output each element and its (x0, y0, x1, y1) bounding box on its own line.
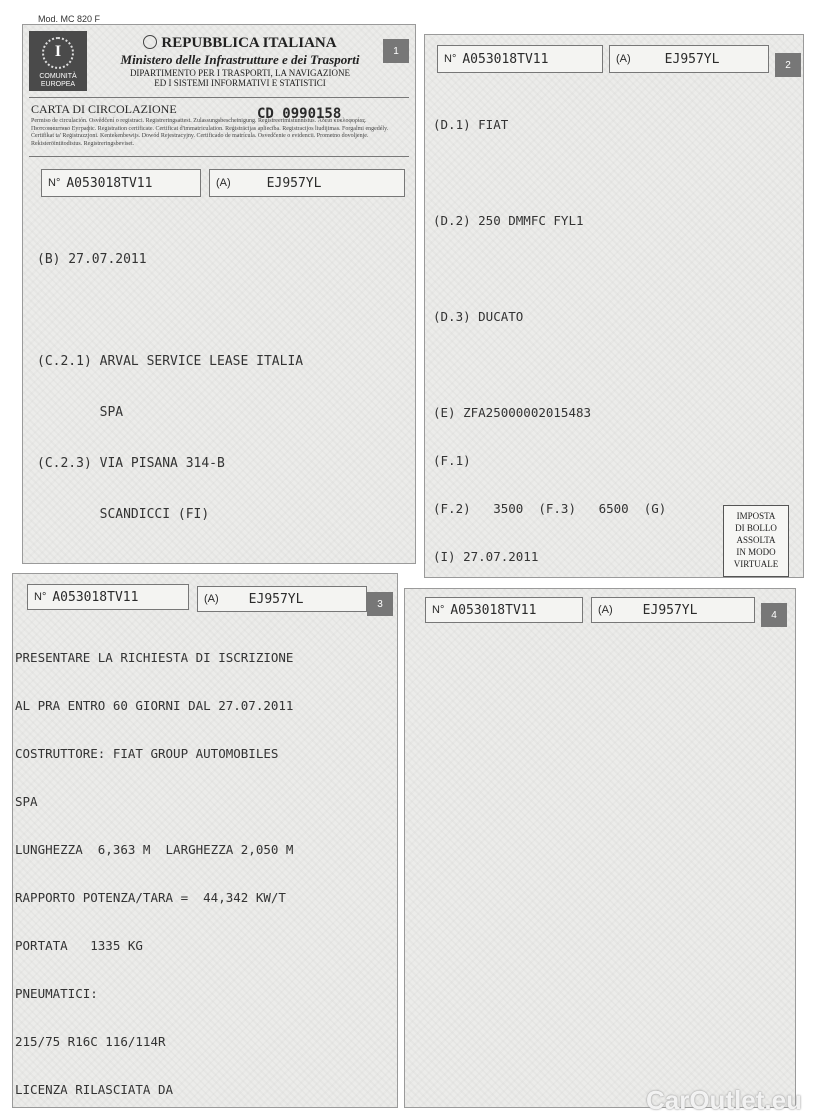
doc-number: A053018TV11 (450, 602, 537, 618)
field-line: (D.3) DUCATO (433, 309, 524, 324)
field-line: (F.1) (433, 453, 471, 468)
carta-number: CD 0990158 (257, 106, 342, 122)
field-line (433, 261, 704, 277)
page-4 (404, 588, 796, 1108)
site-watermark: CarOutlet.eu (645, 1085, 802, 1115)
country-letter: I (54, 43, 62, 60)
a-label: (A) (616, 53, 631, 65)
note-line: COSTRUTTORE: FIAT GROUP AUTOMOBILES (15, 746, 279, 761)
field-line: (E) ZFA25000002015483 (433, 405, 592, 420)
doc-number-box (41, 169, 201, 197)
page1-fields (37, 217, 303, 557)
carta-title: CARTA DI CIRCOLAZIONE (31, 102, 177, 116)
note-line: LICENZA RILASCIATA DA (15, 1082, 174, 1097)
n-prefix: N° (48, 177, 61, 189)
carta-section (29, 97, 409, 157)
eu-flag-logo (29, 31, 87, 91)
department-line: ED I SISTEMI INFORMATIVI E STATISTICI (154, 78, 326, 88)
page-number-badge: 2 (775, 53, 801, 77)
issuer-header (91, 31, 389, 97)
plate-box (609, 45, 769, 73)
doc-number: A053018TV11 (462, 51, 549, 67)
doc-number-box (437, 45, 603, 73)
page-number-badge: 1 (383, 39, 409, 63)
note-line: PORTATA 1335 KG (15, 938, 143, 953)
bollo-line: IMPOSTA (736, 511, 776, 521)
plate-number: EJ957YL (642, 602, 698, 618)
plate-box (591, 597, 755, 623)
field-line: (D.2) 250 DMMFC FYL1 (433, 213, 584, 228)
field-line: (F.2) 3500 (F.3) 6500 (G) (433, 501, 667, 516)
ministry-name: Ministero delle Infrastrutture e dei Trasporti (120, 52, 360, 67)
plate-number: EJ957YL (248, 591, 304, 607)
note-line: RAPPORTO POTENZA/TARA = 44,342 KW/T (15, 890, 286, 905)
page-3 (12, 573, 398, 1108)
department-line: DIPARTIMENTO PER I TRASPORTI, LA NAVIGAZIONE (129, 68, 351, 78)
note-line: PNEUMATICI: (15, 986, 98, 1001)
field-line (433, 165, 704, 181)
page-1 (22, 24, 416, 564)
plate-number: EJ957YL (266, 175, 322, 191)
doc-number-box (27, 584, 189, 610)
a-label: (A) (204, 593, 219, 605)
field-line: (B) 27.07.2011 (37, 252, 147, 267)
field-line (37, 302, 303, 319)
bollo-line: DI BOLLO (735, 523, 777, 533)
page-number-badge: 4 (761, 603, 787, 627)
a-label: (A) (216, 177, 231, 189)
bollo-line: VIRTUALE (733, 559, 779, 569)
eu-caption-line: COMUNITÀ (39, 73, 77, 80)
note-line: SPA (15, 794, 38, 809)
n-prefix: N° (34, 591, 47, 603)
bollo-line: ASSOLTA (736, 535, 776, 545)
n-prefix: N° (444, 53, 457, 65)
doc-number-box (425, 597, 583, 623)
field-line: (I) 27.07.2011 (433, 549, 539, 564)
field-line: SPA (37, 405, 124, 420)
plate-number: EJ957YL (664, 51, 720, 67)
plate-box (197, 586, 367, 612)
field-line: SCANDICCI (FI) (37, 507, 210, 522)
n-prefix: N° (432, 604, 445, 616)
eu-caption-line: EUROPEA (40, 81, 76, 88)
a-label: (A) (598, 604, 613, 616)
plate-box (209, 169, 405, 197)
page3-notes (15, 618, 293, 1108)
form-model-label: Mod. MC 820 F (38, 14, 101, 24)
field-line: (C.2.1) ARVAL SERVICE LEASE ITALIA (37, 354, 304, 369)
stamp-duty-box (723, 505, 789, 577)
field-line (433, 357, 704, 373)
note-line: PRESENTARE LA RICHIESTA DI ISCRIZIONE (15, 650, 294, 665)
doc-number: A053018TV11 (52, 589, 139, 605)
page2-fields (433, 85, 704, 578)
note-line: LUNGHEZZA 6,363 M LARGHEZZA 2,050 M (15, 842, 294, 857)
note-line: AL PRA ENTRO 60 GIORNI DAL 27.07.2011 (15, 698, 294, 713)
bollo-line: IN MODO (736, 547, 776, 557)
note-line: 215/75 R16C 116/114R (15, 1034, 166, 1049)
republic-title: REPUBBLICA ITALIANA (161, 35, 337, 51)
page-number-badge: 3 (367, 592, 393, 616)
field-line: (C.2.3) VIA PISANA 314-B (37, 456, 225, 471)
field-line: (D.1) FIAT (433, 117, 509, 132)
multilingual-permits: Permiso de circulación. Osvědčení o registraci. Registreringsattest. Zulassungsbescheinigung. Registreerimistunnistus. Άδεια κυκλοφορίας. Пютсовиштико Еуграфіс. Registration certificate. Certificat d'immatriculation. Reģistrācijas apliecība. Registracijos liudijimas. Forgalmi engedély. Ċertifikat ta' Reġistrazzjoni. Kentekenbewijs. Dowód Rejestracyjny. Certificado de matrícula. Osvedčenie o evidencii. Prometno dovoljenje. Rekisteröintitodistus. Registreringsbeviset. (31, 118, 389, 147)
doc-number: A053018TV11 (66, 175, 153, 191)
republic-emblem-icon (143, 35, 157, 49)
page-2 (424, 34, 804, 578)
